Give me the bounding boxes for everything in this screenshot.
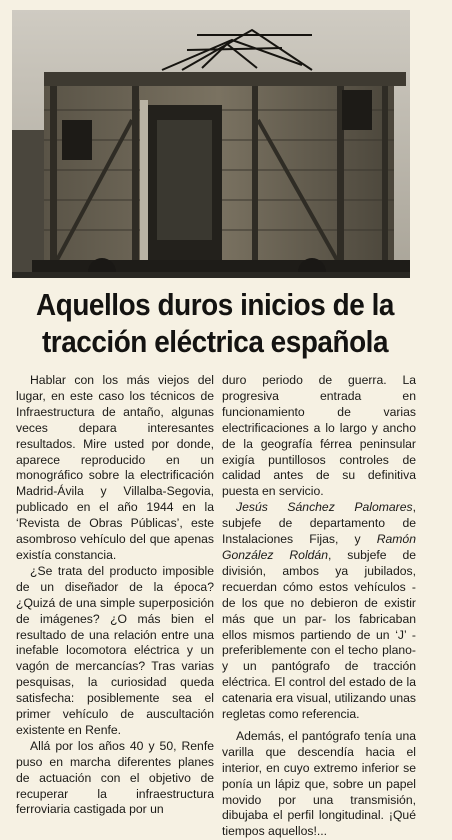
person-name: Jesús Sánchez Palomares [236, 500, 413, 515]
title-line-2: tracción eléctrica española [41, 324, 389, 359]
paragraph: ¿Se trata del producto imposible de un diseñador de la época? ¿Quizá de una simple superposición de imágenes? ¿O más bien el resultado de una relación entre una inefable locomotora eléctrica y un vagón de mercancías? Tras varias pesquisas, la curiosidad queda satisfecha: posiblemente sea el primer vehículo de auscultación existente en Renfe. [16, 563, 214, 737]
article-title [31, 286, 400, 360]
paragraph: Además, el pantógrafo tenía una varilla que descendía hacia el interior, en cuyo extremo inferior se ponía un lápiz que, sobre un papel movido por una transmisión, dibujaba el perfil longitudinal. ¡Qué tiempos aquellos!... [222, 728, 416, 839]
person-name: Ramón González Roldán [222, 532, 416, 562]
paragraph: Jesús Sánchez Palomares, subjefe de departamento de Instalaciones Fijas, y Ramón González Roldán, subjefe de división, ambos ya jubilados, recuerdan cómo estos vehículos -de los que no debieron de existir más que un par- los fabricaban ellos mismos partiendo de un ‘J’ -preferiblemente con el techo plano- y un pantógrafo de tracción eléctrica. El control del estado de la catenaria era visual, utilizando unas regletas como referencia. [222, 500, 417, 722]
paragraph: Allá por los años 40 y 50, Renfe puso en marcha diferentes planes de actuación con el objetivo de recuperar la infraestructura ferroviaria castigada por un [16, 738, 214, 817]
paragraph: Hablar con los más viejos del lugar, en este caso los técnicos de Infraestructura de antaño, algunas veces depara interesantes resultados. Mire usted por donde, aparece reproducido en un monográfico sobre la electrificación Madrid-Ávila y Villalba-Segovia, publicado en el año 1944 en la ‘Revista de Obras Públicas’, este asombroso vehículo del que apenas existía constancia. [16, 373, 214, 562]
railway-wagon-photo [12, 10, 410, 278]
right-column [222, 373, 416, 840]
left-column [16, 373, 214, 818]
paragraph: duro periodo de guerra. La progresiva entrada en funcionamiento de varias electrificaciones a lo largo y ancho de la geografía férrea peninsular exigía puntillosos controles de calidad antes de su definitiva puesta en servicio. [222, 373, 416, 499]
article-photo [12, 10, 410, 278]
title-line-1: Aquellos duros inicios de la [36, 287, 394, 322]
